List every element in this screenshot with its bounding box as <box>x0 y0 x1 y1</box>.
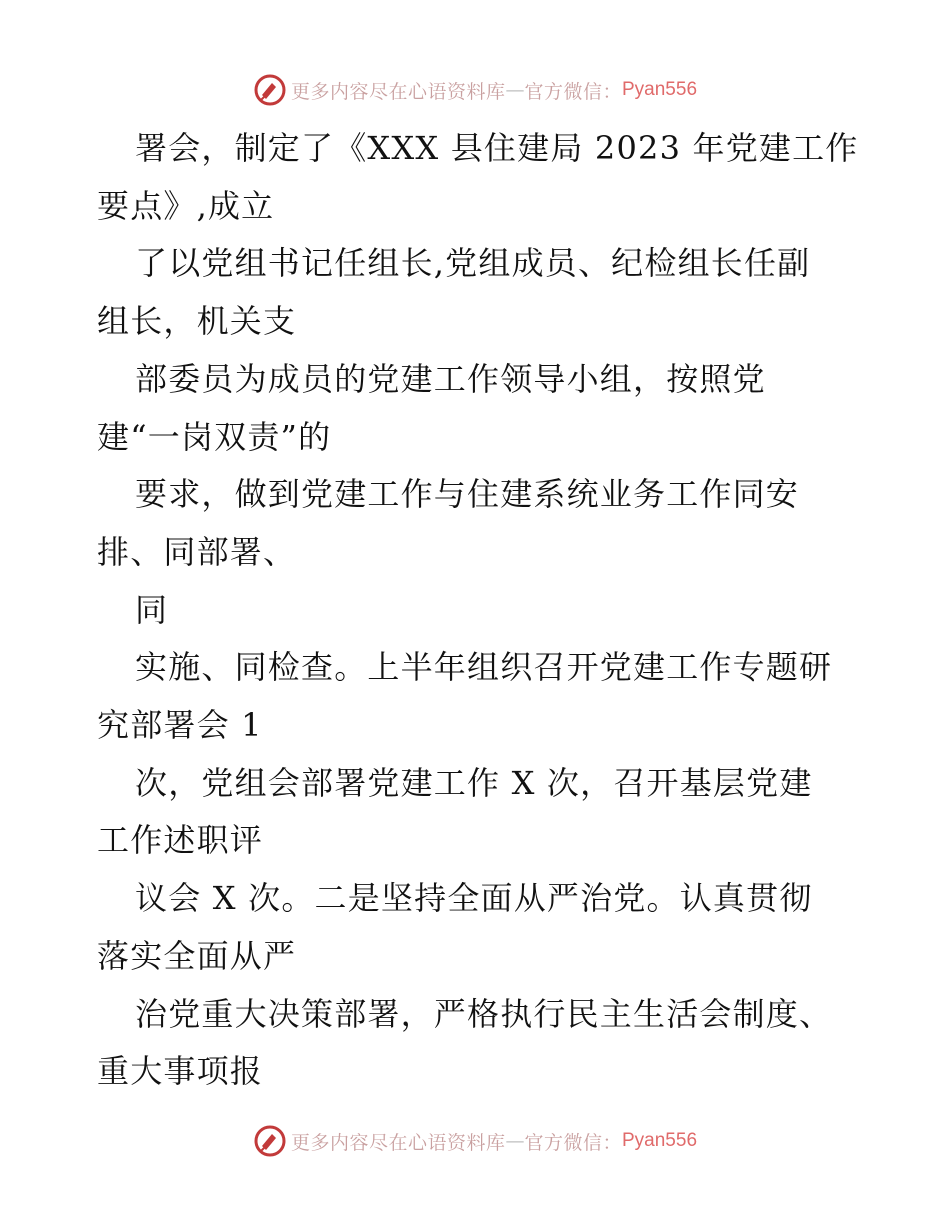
text-line: 议会 X 次。二是坚持全面从严治党。认真贯彻 <box>135 879 813 918</box>
watermark-main: 更多内容尽在心语资料库 <box>290 80 506 103</box>
text-line: 工作述职评 <box>97 821 264 860</box>
watermark-handle: Pyan556 <box>622 79 698 100</box>
watermark-wechat-label: 官方微信： <box>524 1131 622 1154</box>
text-line: 同 <box>135 590 169 629</box>
watermark-main: 更多内容尽在心语资料库 <box>290 1131 506 1154</box>
text-line: 究部署会 1 <box>97 706 263 745</box>
text-line: 了以党组书记任组长,党组成员、纪检组长任副 <box>135 244 811 283</box>
text-line: 排、同部署、 <box>97 532 297 571</box>
watermark-wechat-label: 官方微信： <box>524 80 622 103</box>
watermark-handle: Pyan556 <box>622 1130 698 1151</box>
text-line: 建“一岗双责”的 <box>97 417 332 456</box>
text-line: 部委员为成员的党建工作领导小组，按照党 <box>135 359 766 398</box>
logo-icon <box>253 1124 287 1158</box>
logo-icon <box>253 73 287 107</box>
watermark-separator: — <box>505 79 525 101</box>
text-line: 组长，机关支 <box>97 302 297 341</box>
text-line: 要求，做到党建工作与住建系统业务工作同安 <box>135 475 800 514</box>
text-line: 重大事项报 <box>97 1052 264 1091</box>
footer-watermark <box>0 1121 950 1161</box>
watermark-separator: — <box>505 1130 525 1152</box>
text-line: 署会，制定了《XXX 县住建局 2023 年党建工作 <box>135 129 859 167</box>
document-body <box>97 120 877 1101</box>
text-line: 治党重大决策部署，严格执行民主生活会制度、 <box>135 994 833 1033</box>
text-line: 要点》,成立 <box>97 186 275 225</box>
text-line: 落实全面从严 <box>97 936 297 975</box>
header-watermark <box>0 70 950 110</box>
text-line: 实施、同检查。上半年组织召开党建工作专题研 <box>135 648 833 687</box>
text-line: 次，党组会部署党建工作 X 次，召开基层党建 <box>135 763 813 802</box>
